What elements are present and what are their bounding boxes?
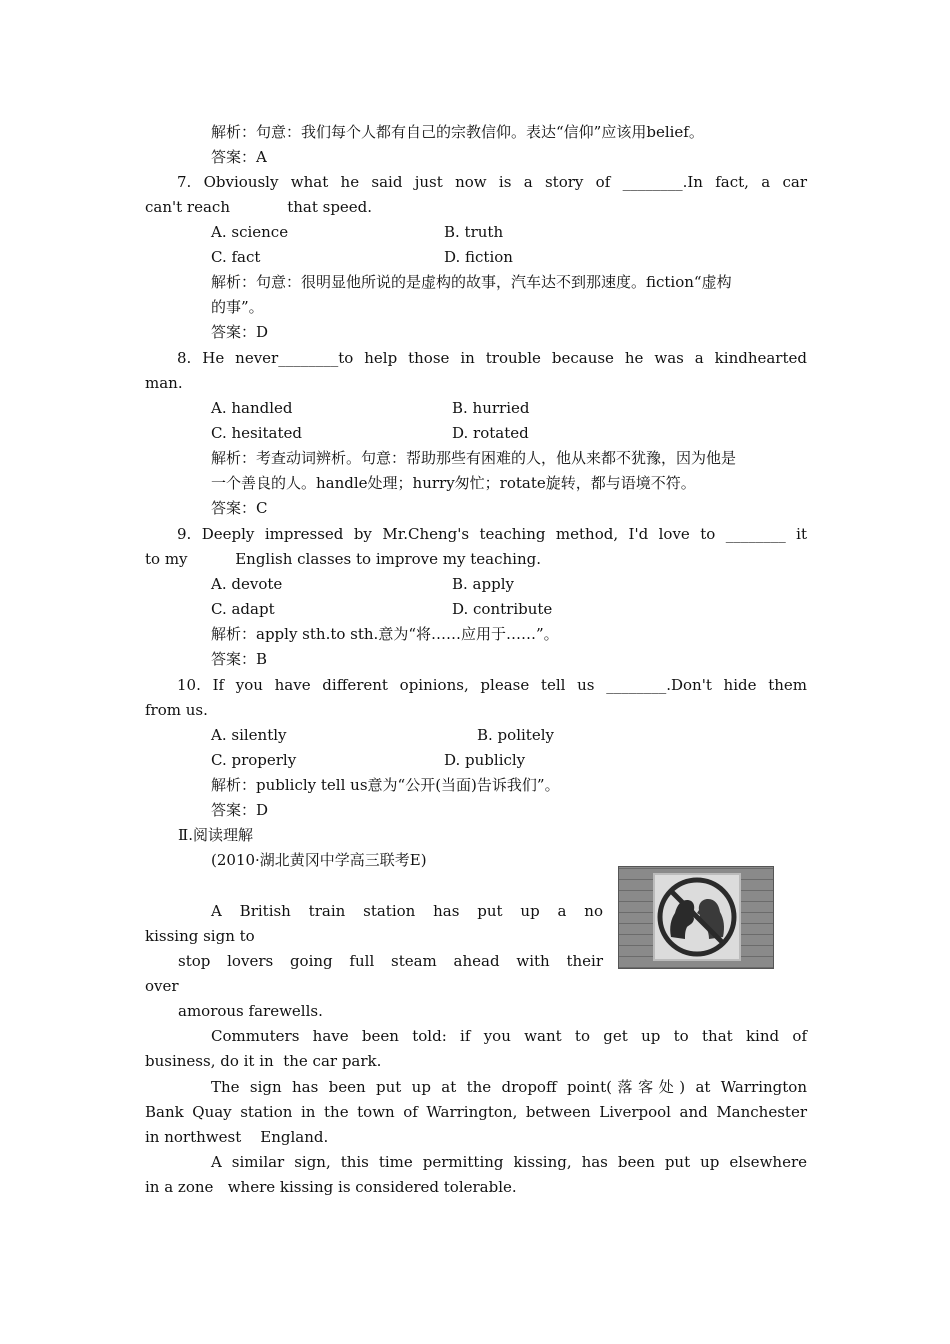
q8-stem-line2: man. [145,374,183,392]
q10-option-b: B. politely [477,726,554,744]
passage-p1-line1: A British train station has put up a no [211,902,603,920]
q8-analysis-line2: 一个善良的人。handle处理；hurry匆忙；rotate旋转，都与语境不符。 [211,474,696,492]
q8-stem-line1: 8. He never________to help those in trouble because he was a kindhearted [177,349,807,367]
q7-answer: 答案：D [211,323,269,341]
q10-answer: 答案：D [211,801,269,819]
q7-analysis-line1: 解析：句意：很明显他所说的是虚构的故事，汽车达不到那速度。fiction“虚构 [211,273,732,291]
q10-option-a: A. silently [211,726,287,744]
q9-stem-line2: to my English classes to improve my teaching. [145,550,541,568]
q9-option-a: A. devote [211,575,283,593]
q10-option-c: C. properly [211,751,297,769]
q8-option-a: A. handled [211,399,293,417]
passage-p1-line3: stop lovers going full steam ahead with their [178,952,603,970]
no-kissing-sign-icon [619,867,773,968]
q10-option-d: D. publicly [444,751,526,769]
q7-option-d: D. fiction [444,248,513,266]
q9-answer: 答案：B [211,650,268,668]
passage-p1-line5: amorous farewells. [178,1002,323,1020]
passage-p3-line3: in northwest England. [145,1128,329,1146]
q8-option-b: B. hurried [452,399,530,417]
q10-stem-line1: 10. If you have different opinions, please tell us ________.Don't hide them [177,676,807,694]
q8-option-d: D. rotated [452,424,529,442]
passage-p2-line2: business, do it in the car park. [145,1052,382,1070]
q9-option-c: C. adapt [211,600,275,618]
q9-analysis: 解析：apply sth.to sth.意为“将……应用于……”。 [211,625,559,643]
q8-answer: 答案：C [211,499,268,517]
passage-p3-line2: Bank Quay station in the town of Warrington, between Liverpool and Manchester [145,1103,807,1121]
q7-option-b: B. truth [444,223,504,241]
no-kissing-sign-photo [618,866,774,969]
q8-option-c: C. hesitated [211,424,302,442]
q7-analysis-line2: 的事”。 [211,298,264,316]
q7-option-c: C. fact [211,248,261,266]
q7-stem-line1: 7. Obviously what he said just now is a story of ________.In fact, a car [177,173,807,191]
q9-stem-line1: 9. Deeply impressed by Mr.Cheng's teaching method, I'd love to ________ it [177,525,807,543]
q6-analysis: 解析：句意：我们每个人都有自己的宗教信仰。表达“信仰”应该用belief。 [211,123,704,141]
q8-analysis-line1: 解析：考查动词辨析。句意：帮助那些有困难的人，他从来都不犹豫，因为他是 [211,449,737,467]
q6-answer: 答案：A [211,148,267,166]
section-source: (2010·湖北黄冈中学高三联考E) [211,851,427,869]
passage-p4-line1: A similar sign, this time permitting kissing, has been put up elsewhere [211,1153,807,1171]
q10-stem-line2: from us. [145,701,208,719]
q7-option-a: A. science [211,223,289,241]
passage-p2-line1: Commuters have been told: if you want to get up to that kind of [211,1027,807,1045]
q9-option-d: D. contribute [452,600,553,618]
passage-p4-line2: in a zone where kissing is considered tolerable. [145,1178,517,1196]
q10-analysis: 解析：publicly tell us意为“公开(当面)告诉我们”。 [211,776,560,794]
section-title: Ⅱ.阅读理解 [178,826,253,844]
passage-p3-line1: The sign has been put up at the dropoff point(落客处) at Warrington [211,1078,807,1096]
passage-p1-line2: kissing sign to [145,927,255,945]
q9-option-b: B. apply [452,575,514,593]
passage-p1-line4: over [145,977,179,995]
q7-stem-line2: can't reach that speed. [145,198,373,216]
